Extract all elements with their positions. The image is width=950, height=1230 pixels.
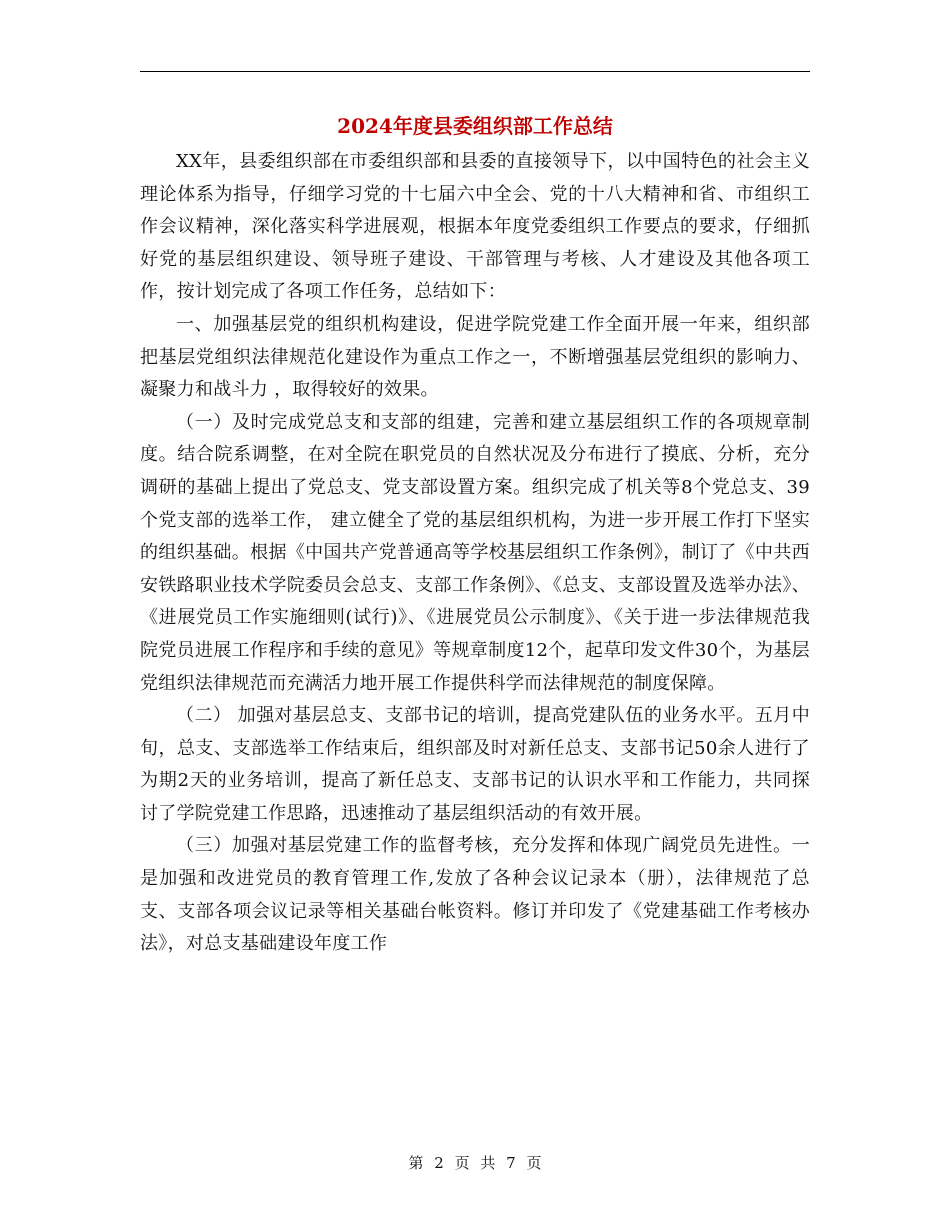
paragraph-intro: XX年，县委组织部在市委组织部和县委的直接领导下，以中国特色的社会主义理论体系为指导，仔细学习党的十七届六中全会、党的十八大精神和省、市组织工作会议精神，深化落实科学进展观，根据本年度党委组织工作要点的要求，仔细抓好党的基层组织建设、领导班子建设、干部管理与考核、人才建设及其他各项工作，按计划完成了各项工作任务，总结如下： (140, 151, 810, 303)
paragraph-subsection-2: （二） 加强对基层总支、支部书记的培训，提高党建队伍的业务水平。五月中旬，总支、支部选举工作结束后，组织部及时对新任总支、支部书记50余人进行了为期2天的业务培训，提高了新任总支、支部书记的认识水平和工作能力，共同探讨了学院党建工作思路，迅速推动了基层组织活动的有效开展。 (140, 705, 810, 824)
header-rule (140, 71, 810, 72)
document-body (140, 146, 810, 961)
paragraph-subsection-1: （一）及时完成党总支和支部的组建，完善和建立基层组织工作的各项规章制度。结合院系调整，在对全院在职党员的自然状况及分布进行了摸底、分析，充分调研的基础上提出了党总支、党支部设置方案。组织完成了机关等8个党总支、39个党支部的选举工作， 建立健全了党的基层组织机构，为进一步开展工作打下坚实的组织基础。根据《中国共产党普通高等学校基层组织工作条例》，制订了《中共西安铁路职业技术学院委员会总支、支部工作条例》、《总支、支部设置及选举办法》、《进展党员工作实施细则(试行)》、《进展党员公示制度》、《关于进一步法律规范我院党员进展工作程序和手续的意见》等规章制度12个，起草印发文件30个，为基层党组织法律规范而充满活力地开展工作提供科学而法律规范的制度保障。 (140, 411, 810, 694)
paragraph-subsection-3: （三）加强对基层党建工作的监督考核，充分发挥和体现广阔党员先进性。一是加强和改进党员的教育管理工作,发放了各种会议记录本（册），法律规范了总支、支部各项会议记录等相关基础台帐资料。修订并印发了《党建基础工作考核办法》，对总支基础建设年度工作 (140, 835, 810, 955)
paragraph-section-1: 一、加强基层党的组织机构建设，促进学院党建工作全面开展一年来，组织部把基层党组织法律规范化建设作为重点工作之一，不断增强基层党组织的影响力、凝聚力和战斗力 ，取得较好的效果。 (140, 313, 810, 401)
page-number: 第 2 页 共 7 页 (408, 1154, 542, 1172)
document-title: 2024年度县委组织部工作总结 (337, 114, 613, 138)
